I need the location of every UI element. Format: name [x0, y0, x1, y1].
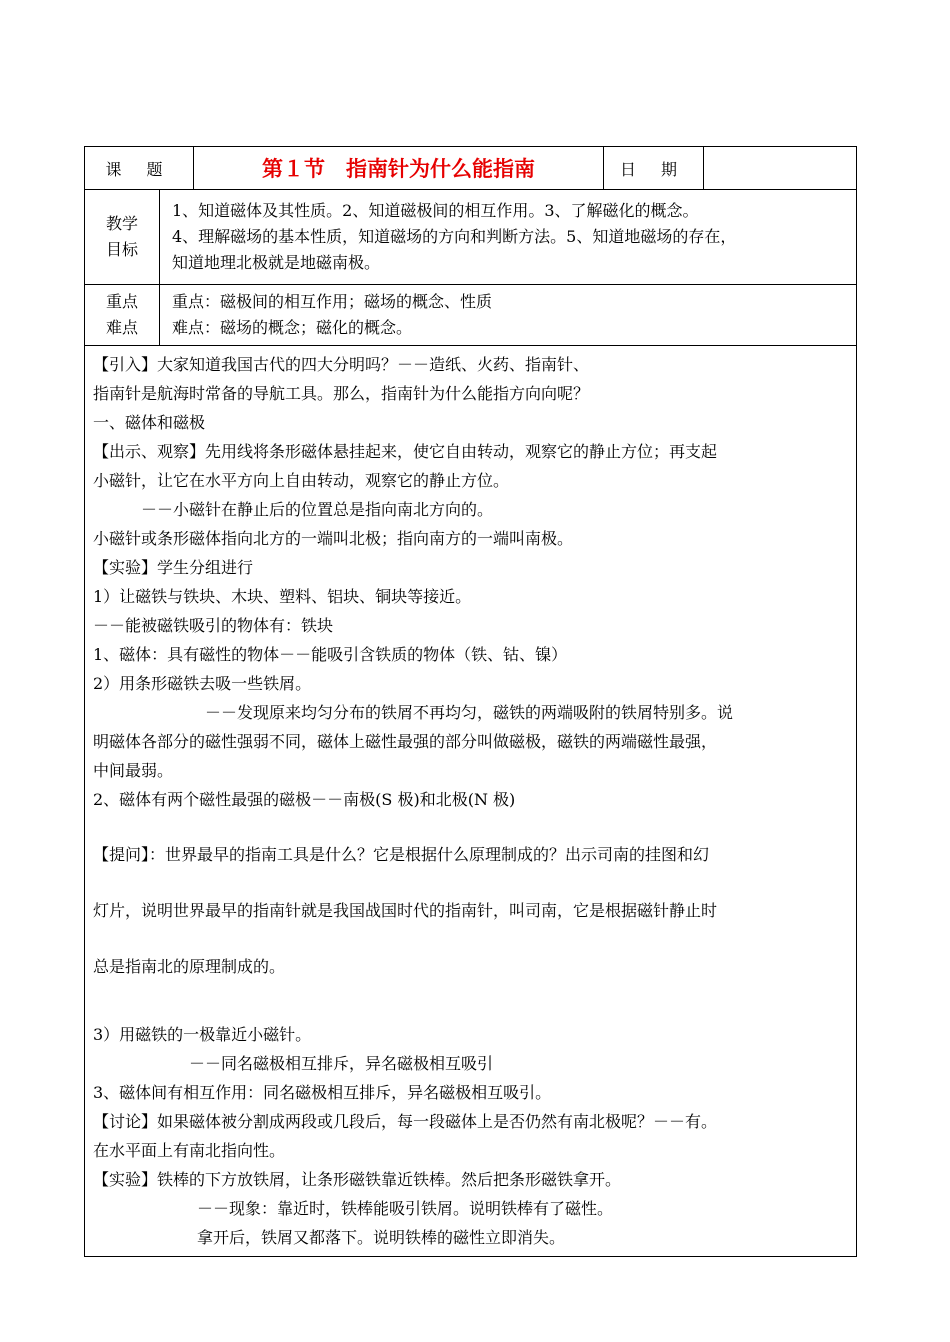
interaction-definition: 3、磁体间有相互作用：同名磁极相互排斥，异名磁极相互吸引。: [93, 1083, 552, 1102]
key-points-row: [85, 285, 857, 346]
experiment-result: －－同名磁极相互排斥，异名磁极相互吸引: [189, 1054, 494, 1073]
intro-line: 指南针是航海时常备的导航工具。那么，指南针为什么能指方向向呢？: [93, 384, 590, 403]
experiment-heading: 【实验】铁棒的下方放铁屑，让条形磁铁靠近铁棒。然后把条形磁铁拿开。: [93, 1170, 622, 1189]
demo-line: 【出示、观察】先用线将条形磁体悬挂起来，使它自由转动，观察它的静止方位；再支起: [93, 442, 718, 461]
date-label: 日 期: [604, 147, 704, 190]
objectives-label: [85, 190, 160, 285]
poles-definition: 小磁针或条形磁体指向北方的一端叫北极；指向南方的一端叫南极。: [93, 529, 574, 548]
demo-result: －－小磁针在静止后的位置总是指向南北方向的。: [141, 500, 494, 519]
date-value: [704, 147, 857, 190]
experiment-result: 拿开后，铁屑又都落下。说明铁棒的磁性立即消失。: [197, 1228, 566, 1247]
experiment-result: －－现象：靠近时，铁棒能吸引铁屑。说明铁棒有了磁性。: [197, 1199, 614, 1218]
poles-count-definition: 2、磁体有两个磁性最强的磁极－－南极(S 极)和北极(N 极): [93, 790, 516, 809]
key-points-content: [160, 285, 857, 346]
key-point-text: 重点：磁极间的相互作用；磁场的概念、性质: [172, 292, 493, 311]
experiment-result: 中间最弱。: [93, 761, 174, 780]
section-heading: 一、磁体和磁极: [93, 413, 206, 432]
key-points-label: [85, 285, 160, 346]
objectives-label-line2: 目标: [105, 240, 138, 259]
key-label-line1: 重点: [105, 292, 138, 311]
objectives-label-line1: 教学: [105, 214, 138, 233]
body-row: [85, 346, 857, 1257]
experiment-result: －－能被磁铁吸引的物体有：铁块: [93, 616, 334, 635]
topic-label: 课 题: [85, 147, 194, 190]
lesson-plan-table: [84, 146, 857, 1257]
objective-line: 4、理解磁场的基本性质，知道磁场的方向和判断方法。5、知道地磁场的存在，: [172, 227, 737, 246]
experiment-step: 3）用磁铁的一极靠近小磁针。: [93, 1025, 312, 1044]
lesson-body: [85, 346, 857, 1257]
discussion-line: 在水平面上有南北指向性。: [93, 1141, 286, 1160]
experiment-step: 1）让磁铁与铁块、木块、塑料、铝块、铜块等接近。: [93, 587, 472, 606]
question-line: 总是指南北的原理制成的。: [93, 957, 286, 976]
key-label-line2: 难点: [105, 318, 138, 337]
demo-line: 小磁针，让它在水平方向上自由转动，观察它的静止方位。: [93, 471, 510, 490]
objective-line: 知道地理北极就是地磁南极。: [172, 253, 381, 272]
question-line: 灯片，说明世界最早的指南针就是我国战国时代的指南针，叫司南，它是根据磁针静止时: [93, 901, 718, 920]
title-row: [85, 147, 857, 190]
difficult-point-text: 难点：磁场的概念；磁化的概念。: [172, 318, 413, 337]
experiment-step: 2）用条形磁铁去吸一些铁屑。: [93, 674, 312, 693]
objectives-row: [85, 190, 857, 285]
discussion-line: 【讨论】如果磁体被分割成两段或几段后，每一段磁体上是否仍然有南北极呢？－－有。: [93, 1112, 718, 1131]
experiment-result: 明磁体各部分的磁性强弱不同，磁体上磁性最强的部分叫做磁极，磁铁的两端磁性最强，: [93, 732, 718, 751]
intro-line: 【引入】大家知道我国古代的四大分明吗？－－造纸、火药、指南针、: [93, 355, 590, 374]
question-line: 【提问】：世界最早的指南工具是什么？它是根据什么原理制成的？出示司南的挂图和幻: [93, 845, 710, 864]
objective-line: 1、知道磁体及其性质。2、知道磁极间的相互作用。3、了解磁化的概念。: [172, 201, 699, 220]
objectives-content: [160, 190, 857, 285]
experiment-heading: 【实验】学生分组进行: [93, 558, 254, 577]
lesson-title: 第１节 指南针为什么能指南: [194, 147, 604, 190]
magnet-definition: 1、磁体：具有磁性的物体－－能吸引含铁质的物体（铁、钴、镍）: [93, 645, 568, 664]
experiment-result: －－发现原来均匀分布的铁屑不再均匀，磁铁的两端吸附的铁屑特别多。说: [205, 703, 734, 722]
